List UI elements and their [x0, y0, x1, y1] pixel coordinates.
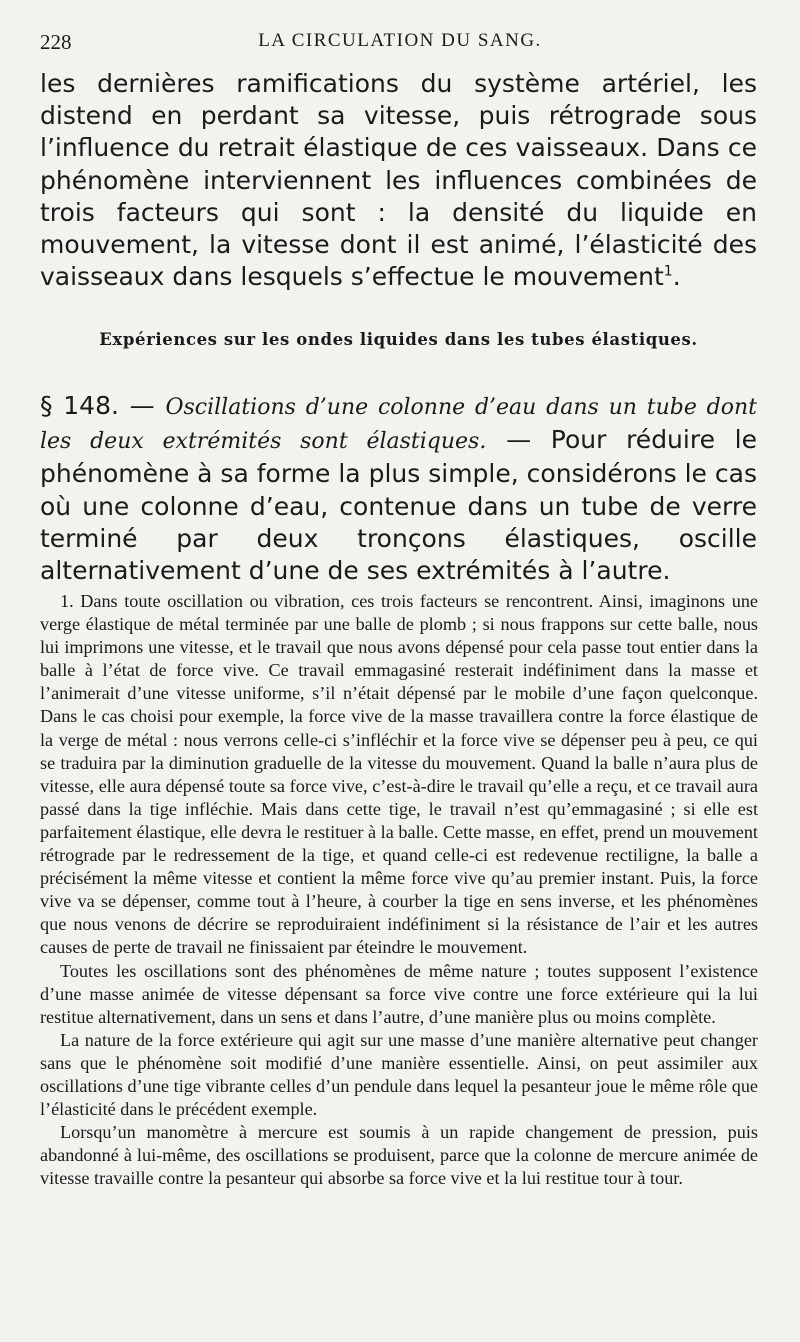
- section-body: — Pour réduire le phénomène à sa forme la plus simple, considérons le cas où une colonne d’eau, contenue dans un tube de verre terminé par deux tronçons élastiques, oscille alternativement d’une de ses extrémités à l’autre.: [40, 425, 757, 586]
- footnote-paragraph: 1. Dans toute oscillation ou vibration, ces trois facteurs se rencontrent. Ainsi, imaginons une verge élastique de métal terminée par une balle de plomb ; si nous frappons sur cette balle, nous lui imprimons une vitesse, et le travail que nous avons dépensé pour cela passe tout entier dans la balle à l’état de force vive. Ce travail emmagasiné resterait indéfiniment dans la masse et l’animerait d’une vitesse uniforme, s’il n’était dépensé par le mobile d’une façon quelconque. Dans le cas choisi pour exemple, la force vive de la masse travaillera contre la force élastique de la verge de métal : nous verrons celle-ci s’infléchir et la force vive se dépenser peu à peu, ce qui se traduira par la diminution graduelle de la vitesse du mouvement. Quand la balle n’aura plus de vitesse, elle aura dépensé toute sa force vive, c’est-à-dire le travail qu’elle a reçu, et ce travail aura passé dans la tige infléchie. Mais dans cette tige, le travail n’est qu’emmagasiné ; si elle est parfaitement élastique, elle devra le restituer à la balle. Cette masse, en effet, prend un mouvement rétrograde par le redressement de la tige, et quand celle-ci est redevenue rectiligne, la balle a précisément la même vitesse et contient la même force vive qu’au premier instant. Puis, la force vive va se dépenser, comme tout à l’heure, à courber la tige en sens inverse, et les phénomènes que nous venons de décrire se reproduiraient indéfiniment si la résistance de l’air et les autres causes de perte de travail ne finissaient par éteindre le mouvement.: [40, 591, 758, 958]
- footnote-paragraph: Lorsqu’un manomètre à mercure est soumis à un rapide changement de pression, puis abandonné à lui-même, des oscillations se produisent, parce que la colonne de mercure animée de vitesse travaille contre la pesanteur qui absorbe sa force vive et la lui restitue tour à tour.: [40, 1122, 758, 1189]
- running-title: LA CIRCULATION DU SANG.: [258, 30, 542, 51]
- page-header: [40, 30, 760, 58]
- section-heading: Expériences sur les ondes liquides dans les tubes élastiques.: [99, 330, 698, 349]
- footnote-paragraph: La nature de la force extérieure qui agit sur une masse d’une manière alternative peut changer sans que le phénomène soit modifié d’une manière essentielle. Ainsi, on peut assimiler aux oscillations d’une tige vibrante celles d’un pendule dans lequel la pesanteur joue le même rôle que l’élasticité dans le précédent exemple.: [40, 1029, 758, 1120]
- intro-end: .: [672, 262, 681, 292]
- footnote-paragraph: Toutes les oscillations sont des phénomènes de même nature ; toutes supposent l’existence d’une masse animée de vitesse dépensant sa force vive contre une force extérieure qui la lui restitue alternativement, dans un sens et dans l’autre, d’une manière plus ou moins complète.: [40, 960, 758, 1027]
- footnote-block: [40, 590, 758, 1190]
- footnote-marker[interactable]: 1: [663, 263, 673, 280]
- intro-paragraph: [40, 68, 757, 293]
- section-title: Oscillations d’une colonne d’eau dans un tube dont les deux extrémités sont élastiques.: [40, 395, 758, 455]
- intro-text: les dernières ramifications du système artériel, les distend en perdant sa vitesse, puis rétrograde sous l’influence du retrait élastique de ces vaisseaux. Dans ce phénomène interviennent les influences combinées de trois facteurs qui sont : la densité du liquide en mouvement, la vitesse dont il est animé, l’élasticité des vaisseaux dans lesquels s’effectue le mouvement: [40, 69, 757, 292]
- section-148-paragraph: [40, 390, 757, 587]
- page-number: 228: [40, 30, 72, 54]
- intro-paragraph-text: [40, 68, 757, 293]
- section-148-text: [40, 390, 757, 587]
- section-number: § 148. —: [40, 391, 155, 420]
